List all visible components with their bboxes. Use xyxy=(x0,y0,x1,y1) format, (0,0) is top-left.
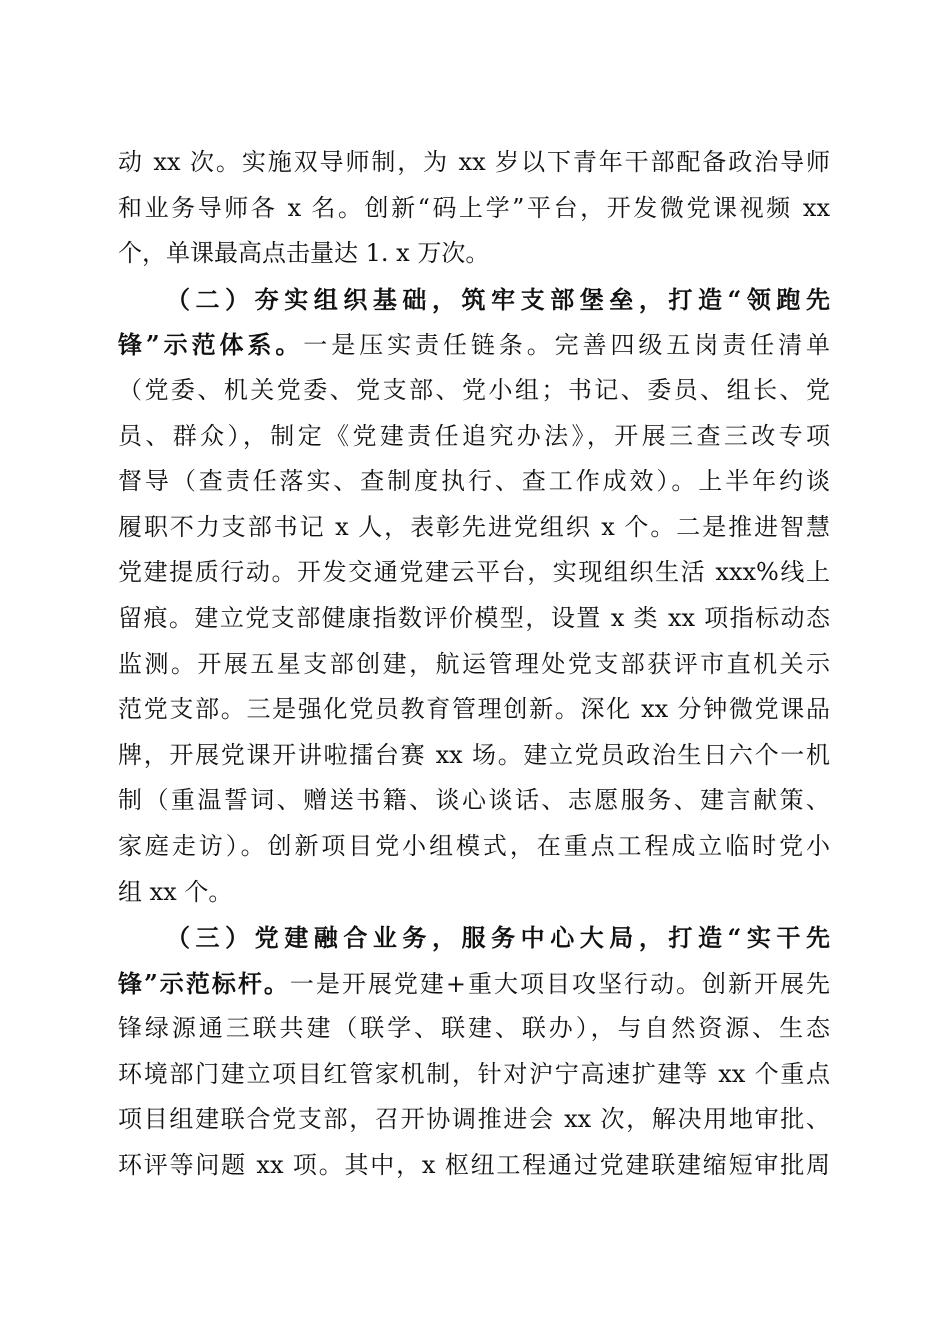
text-line xyxy=(118,1052,830,1098)
line-text: 环评等问题 xx 项。其中，x 枢纽工程通过党建联建缩短审批周 xyxy=(118,1151,830,1180)
text-line xyxy=(118,414,830,460)
line-text: 环境部门建立项目红管家机制，针对沪宁高速扩建等 xx 个重点 xyxy=(118,1059,830,1088)
text-line xyxy=(118,459,830,505)
section-heading: （二）夯实组织基础，筑牢支部堡垒，打造“领跑先 xyxy=(166,284,830,314)
section-heading: 锋”示范标杆。 xyxy=(118,968,290,998)
text-line xyxy=(118,550,830,596)
text-line xyxy=(118,778,830,824)
text-line xyxy=(118,596,830,642)
line-text: 个，单课最高点击量达 1. x 万次。 xyxy=(118,239,490,268)
line-text: 一是开展党建+重大项目攻坚行动。创新开展先 xyxy=(289,969,830,998)
text-line xyxy=(118,642,830,688)
text-line xyxy=(118,140,830,186)
line-text: 督导（查责任落实、查制度执行、查工作成效）。上半年约谈 xyxy=(118,467,830,496)
text-line xyxy=(118,368,830,414)
paragraph-1 xyxy=(118,140,830,277)
line-text: 留痕。建立党支部健康指数评价模型，设置 x 类 xx 项指标动态 xyxy=(118,603,830,632)
text-line xyxy=(118,186,830,232)
line-text: 组 xx 个。 xyxy=(118,877,233,906)
paragraph-3 xyxy=(118,915,830,1189)
text-line xyxy=(118,505,830,551)
document-body xyxy=(118,140,830,1189)
line-text: 锋绿源通三联共建（联学、联建、联办），与自然资源、生态 xyxy=(118,1014,830,1043)
line-text: 范党支部。三是强化党员教育管理创新。深化 xx 分钟微党课品 xyxy=(118,695,830,724)
line-text: 项目组建联合党支部，召开协调推进会 xx 次，解决用地审批、 xyxy=(118,1105,830,1134)
text-line xyxy=(118,1143,830,1189)
line-text: 党建提质行动。开发交通党建云平台，实现组织生活 xxx%线上 xyxy=(118,558,830,587)
section-heading-line xyxy=(118,277,830,323)
text-line xyxy=(118,824,830,870)
text-line xyxy=(118,687,830,733)
text-line xyxy=(118,1006,830,1052)
section-heading-line xyxy=(118,915,830,961)
section-heading: （三）党建融合业务，服务中心大局，打造“实干先 xyxy=(166,923,830,953)
text-line xyxy=(118,870,830,916)
text-line xyxy=(118,733,830,779)
text-line xyxy=(118,322,830,368)
line-text: 牌，开展党课开讲啦擂台赛 xx 场。建立党员政治生日六个一机 xyxy=(118,740,830,769)
line-text: 员、群众），制定《党建责任追究办法》，开展三查三改专项 xyxy=(118,421,830,450)
line-text: 制（重温誓词、赠送书籍、谈心谈话、志愿服务、建言献策、 xyxy=(118,786,830,815)
text-line xyxy=(118,231,830,277)
line-text: 家庭走访）。创新项目党小组模式，在重点工程成立临时党小 xyxy=(118,831,830,860)
text-line xyxy=(118,1097,830,1143)
line-text: （党委、机关党委、党支部、党小组；书记、委员、组长、党 xyxy=(118,375,830,404)
line-text: 履职不力支部书记 x 人，表彰先进党组织 x 个。二是推进智慧 xyxy=(118,512,830,541)
line-text: 动 xx 次。实施双导师制，为 xx 岁以下青年干部配备政治导师 xyxy=(118,148,830,176)
line-text: 监测。开展五星支部创建，航运管理处党支部获评市直机关示 xyxy=(118,649,830,678)
section-heading: 锋”示范体系。 xyxy=(118,330,304,360)
line-text: 一是压实责任链条。完善四级五岗责任清单 xyxy=(303,331,830,360)
paragraph-2 xyxy=(118,277,830,915)
text-line xyxy=(118,961,830,1007)
line-text: 和业务导师各 x 名。创新“码上学”平台，开发微党课视频 xx xyxy=(118,193,830,222)
